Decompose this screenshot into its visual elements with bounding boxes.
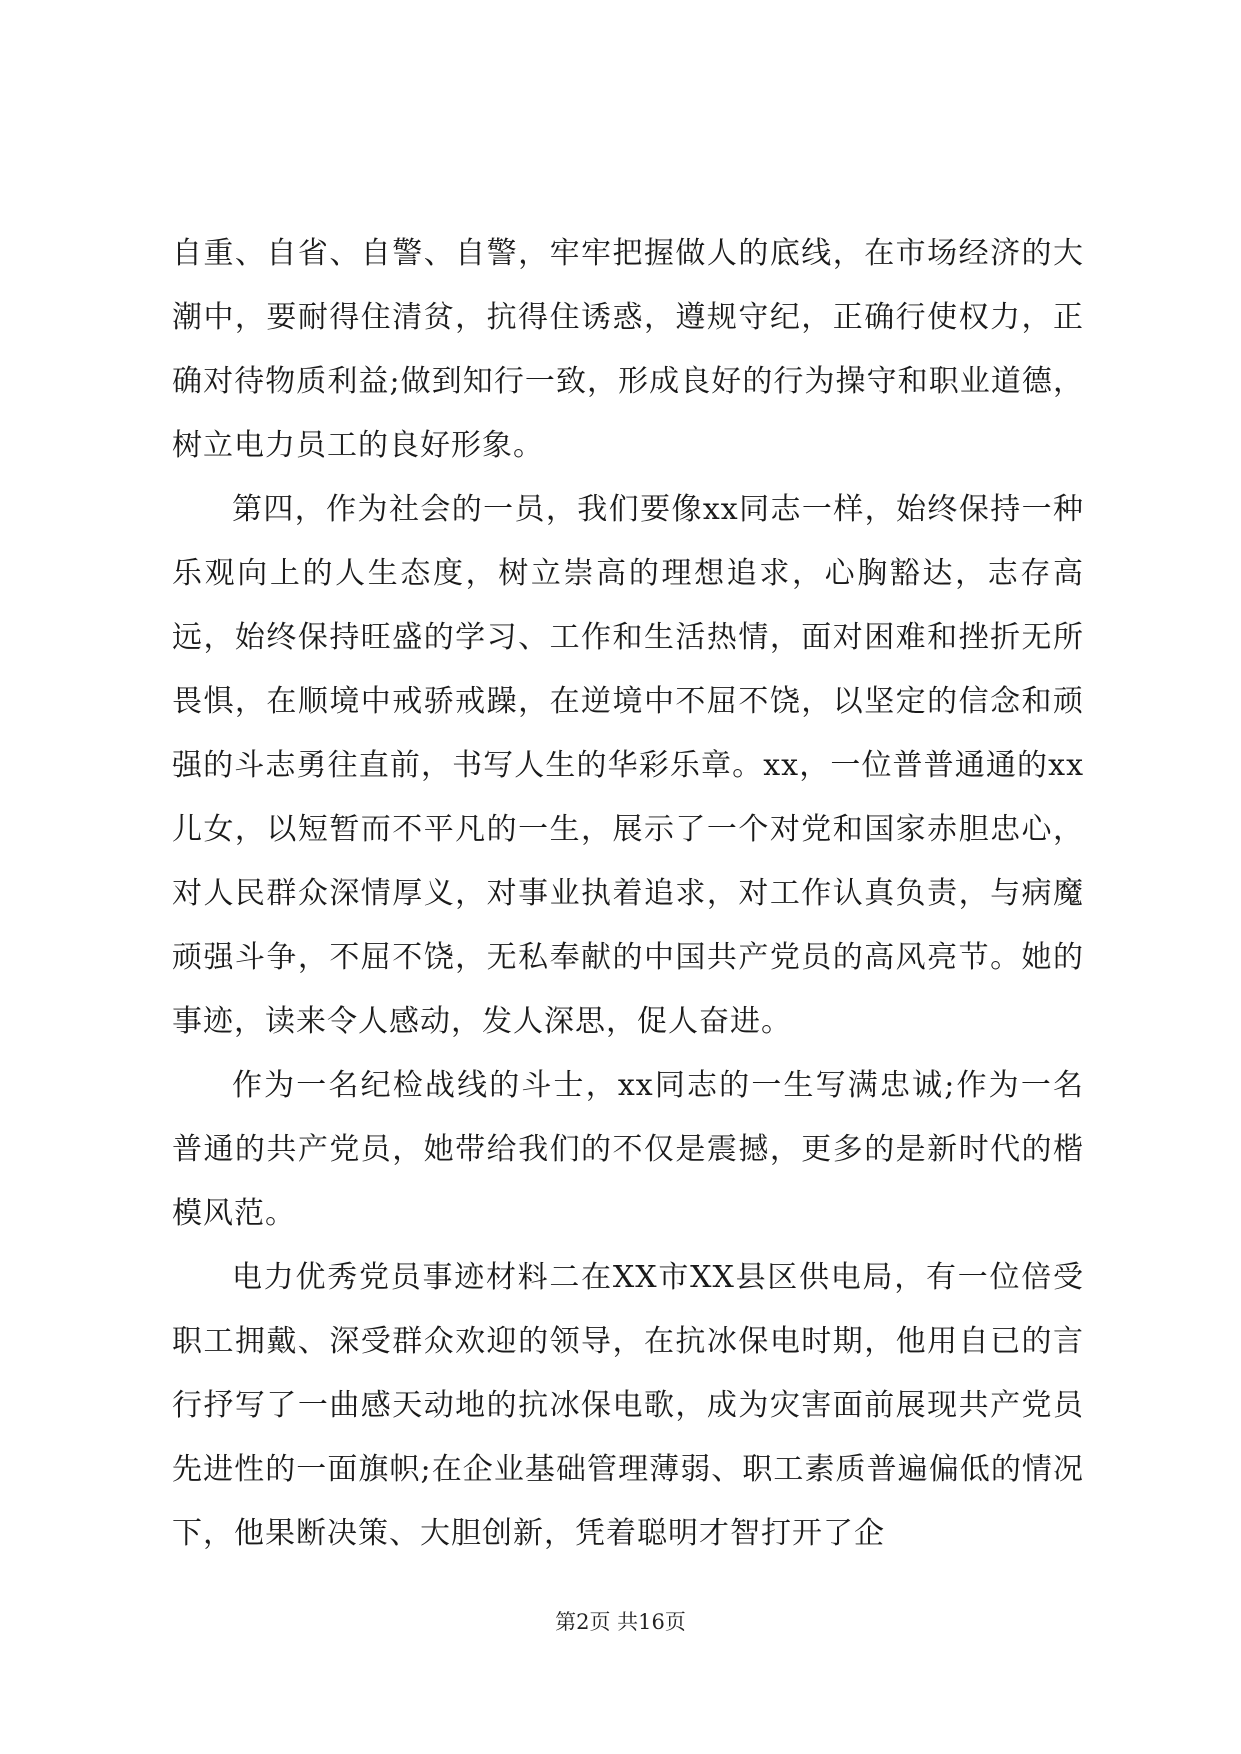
paragraph-2: 第四，作为社会的一员，我们要像xx同志一样，始终保持一种乐观向上的人生态度，树立崇高的理想追求，心胸豁达，志存高远，始终保持旺盛的学习、工作和生活热情，面对困难和挫折无所畏惧，在顺境中戒骄戒躁，在逆境中不屈不饶，以坚定的信念和顽强的斗志勇往直前，书写人生的华彩乐章。xx，一位普普通通的xx儿女，以短暂而不平凡的一生，展示了一个对党和国家赤胆忠心，对人民群众深情厚义，对事业执着追求，对工作认真负责，与病魔顽强斗争，不屈不饶，无私奉献的中国共产党员的高风亮节。她的事迹，读来令人感动，发人深思，促人奋进。	[172, 492, 1084, 1039]
paragraph-3: 作为一名纪检战线的斗士，xx同志的一生写满忠诚;作为一名普通的共产党员，她带给我们的不仅是震撼，更多的是新时代的楷模风范。	[172, 1068, 1084, 1231]
page-number-footer: 第2页 共16页	[555, 1610, 686, 1634]
paragraph-1: 自重、自省、自警、自警，牢牢把握做人的底线，在市场经济的大潮中，要耐得住清贫，抗得住诱惑，遵规守纪，正确行使权力，正确对待物质利益;做到知行一致，形成良好的行为操守和职业道德，树立电力员工的良好形象。	[172, 236, 1084, 463]
paragraph-4: 电力优秀党员事迹材料二在XX市XX县区供电局，有一位倍受职工拥戴、深受群众欢迎的领导，在抗冰保电时期，他用自已的言行抒写了一曲感天动地的抗冰保电歌，成为灾害面前展现共产党员先进性的一面旗帜;在企业基础管理薄弱、职工素质普遍偏低的情况下，他果断决策、大胆创新，凭着聪明才智打开了企	[172, 1260, 1084, 1551]
document-body	[172, 222, 1084, 1566]
